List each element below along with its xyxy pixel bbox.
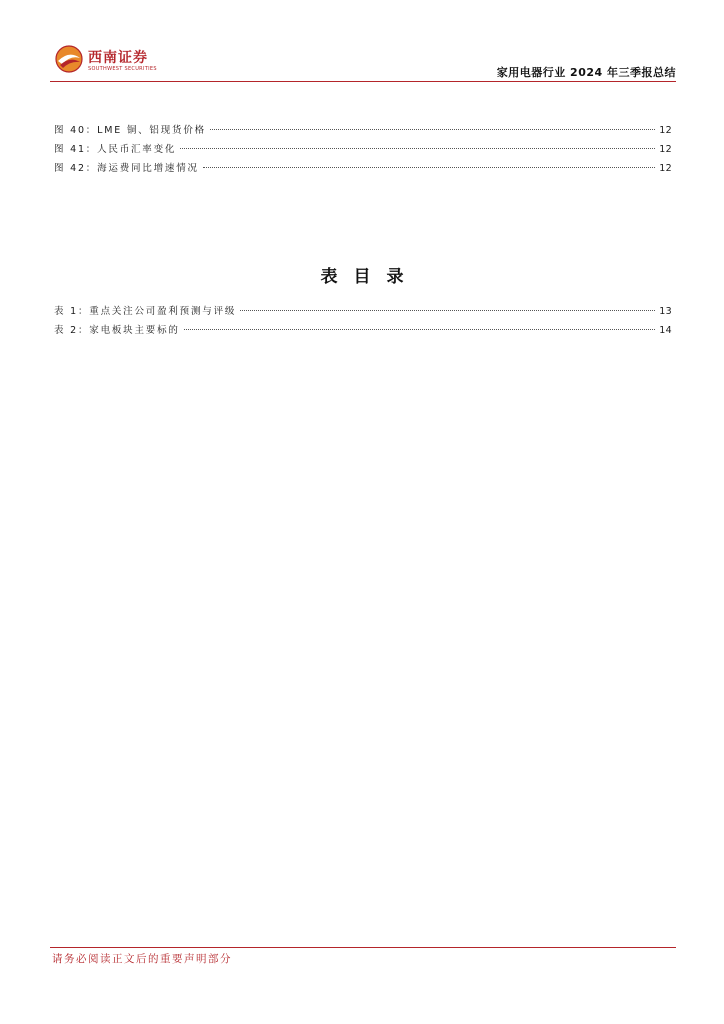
toc-entry-page: 12 xyxy=(659,125,672,136)
figures-toc xyxy=(54,121,672,178)
report-title: 家用电器行业 2024 年三季报总结 xyxy=(496,66,676,79)
tables-toc-heading: 表目录 xyxy=(320,267,420,287)
toc-entry-label: 图 42：海运费同比增速情况 xyxy=(54,163,199,174)
toc-entry[interactable] xyxy=(54,159,672,178)
toc-leader-dots xyxy=(180,148,655,149)
toc-entry[interactable] xyxy=(54,321,672,340)
toc-leader-dots xyxy=(203,167,655,168)
toc-entry-page: 12 xyxy=(659,144,672,155)
toc-entry-label: 图 40：LME 铜、铝现货价格 xyxy=(54,125,206,136)
toc-leader-dots xyxy=(240,310,655,311)
toc-leader-dots xyxy=(184,329,656,330)
company-logo xyxy=(54,42,214,78)
toc-leader-dots xyxy=(210,129,655,130)
page-header xyxy=(50,38,676,82)
toc-entry-page: 13 xyxy=(659,306,672,317)
footer-disclaimer: 请务必阅读正文后的重要声明部分 xyxy=(52,953,232,965)
toc-entry-page: 14 xyxy=(659,325,672,336)
logo-text: 西南证券 xyxy=(88,50,148,66)
toc-entry[interactable] xyxy=(54,140,672,159)
footer-divider xyxy=(50,947,676,948)
toc-entry[interactable] xyxy=(54,302,672,321)
tables-toc xyxy=(54,302,672,340)
toc-entry[interactable] xyxy=(54,121,672,140)
toc-entry-label: 表 1：重点关注公司盈利预测与评级 xyxy=(54,306,237,317)
logo-emblem-icon xyxy=(54,44,84,74)
toc-entry-label: 图 41：人民币汇率变化 xyxy=(54,144,177,155)
toc-entry-label: 表 2：家电板块主要标的 xyxy=(54,325,180,336)
toc-entry-page: 12 xyxy=(659,163,672,174)
header-divider xyxy=(50,81,676,82)
logo-subtitle: SOUTHWEST SECURITIES xyxy=(88,66,157,72)
